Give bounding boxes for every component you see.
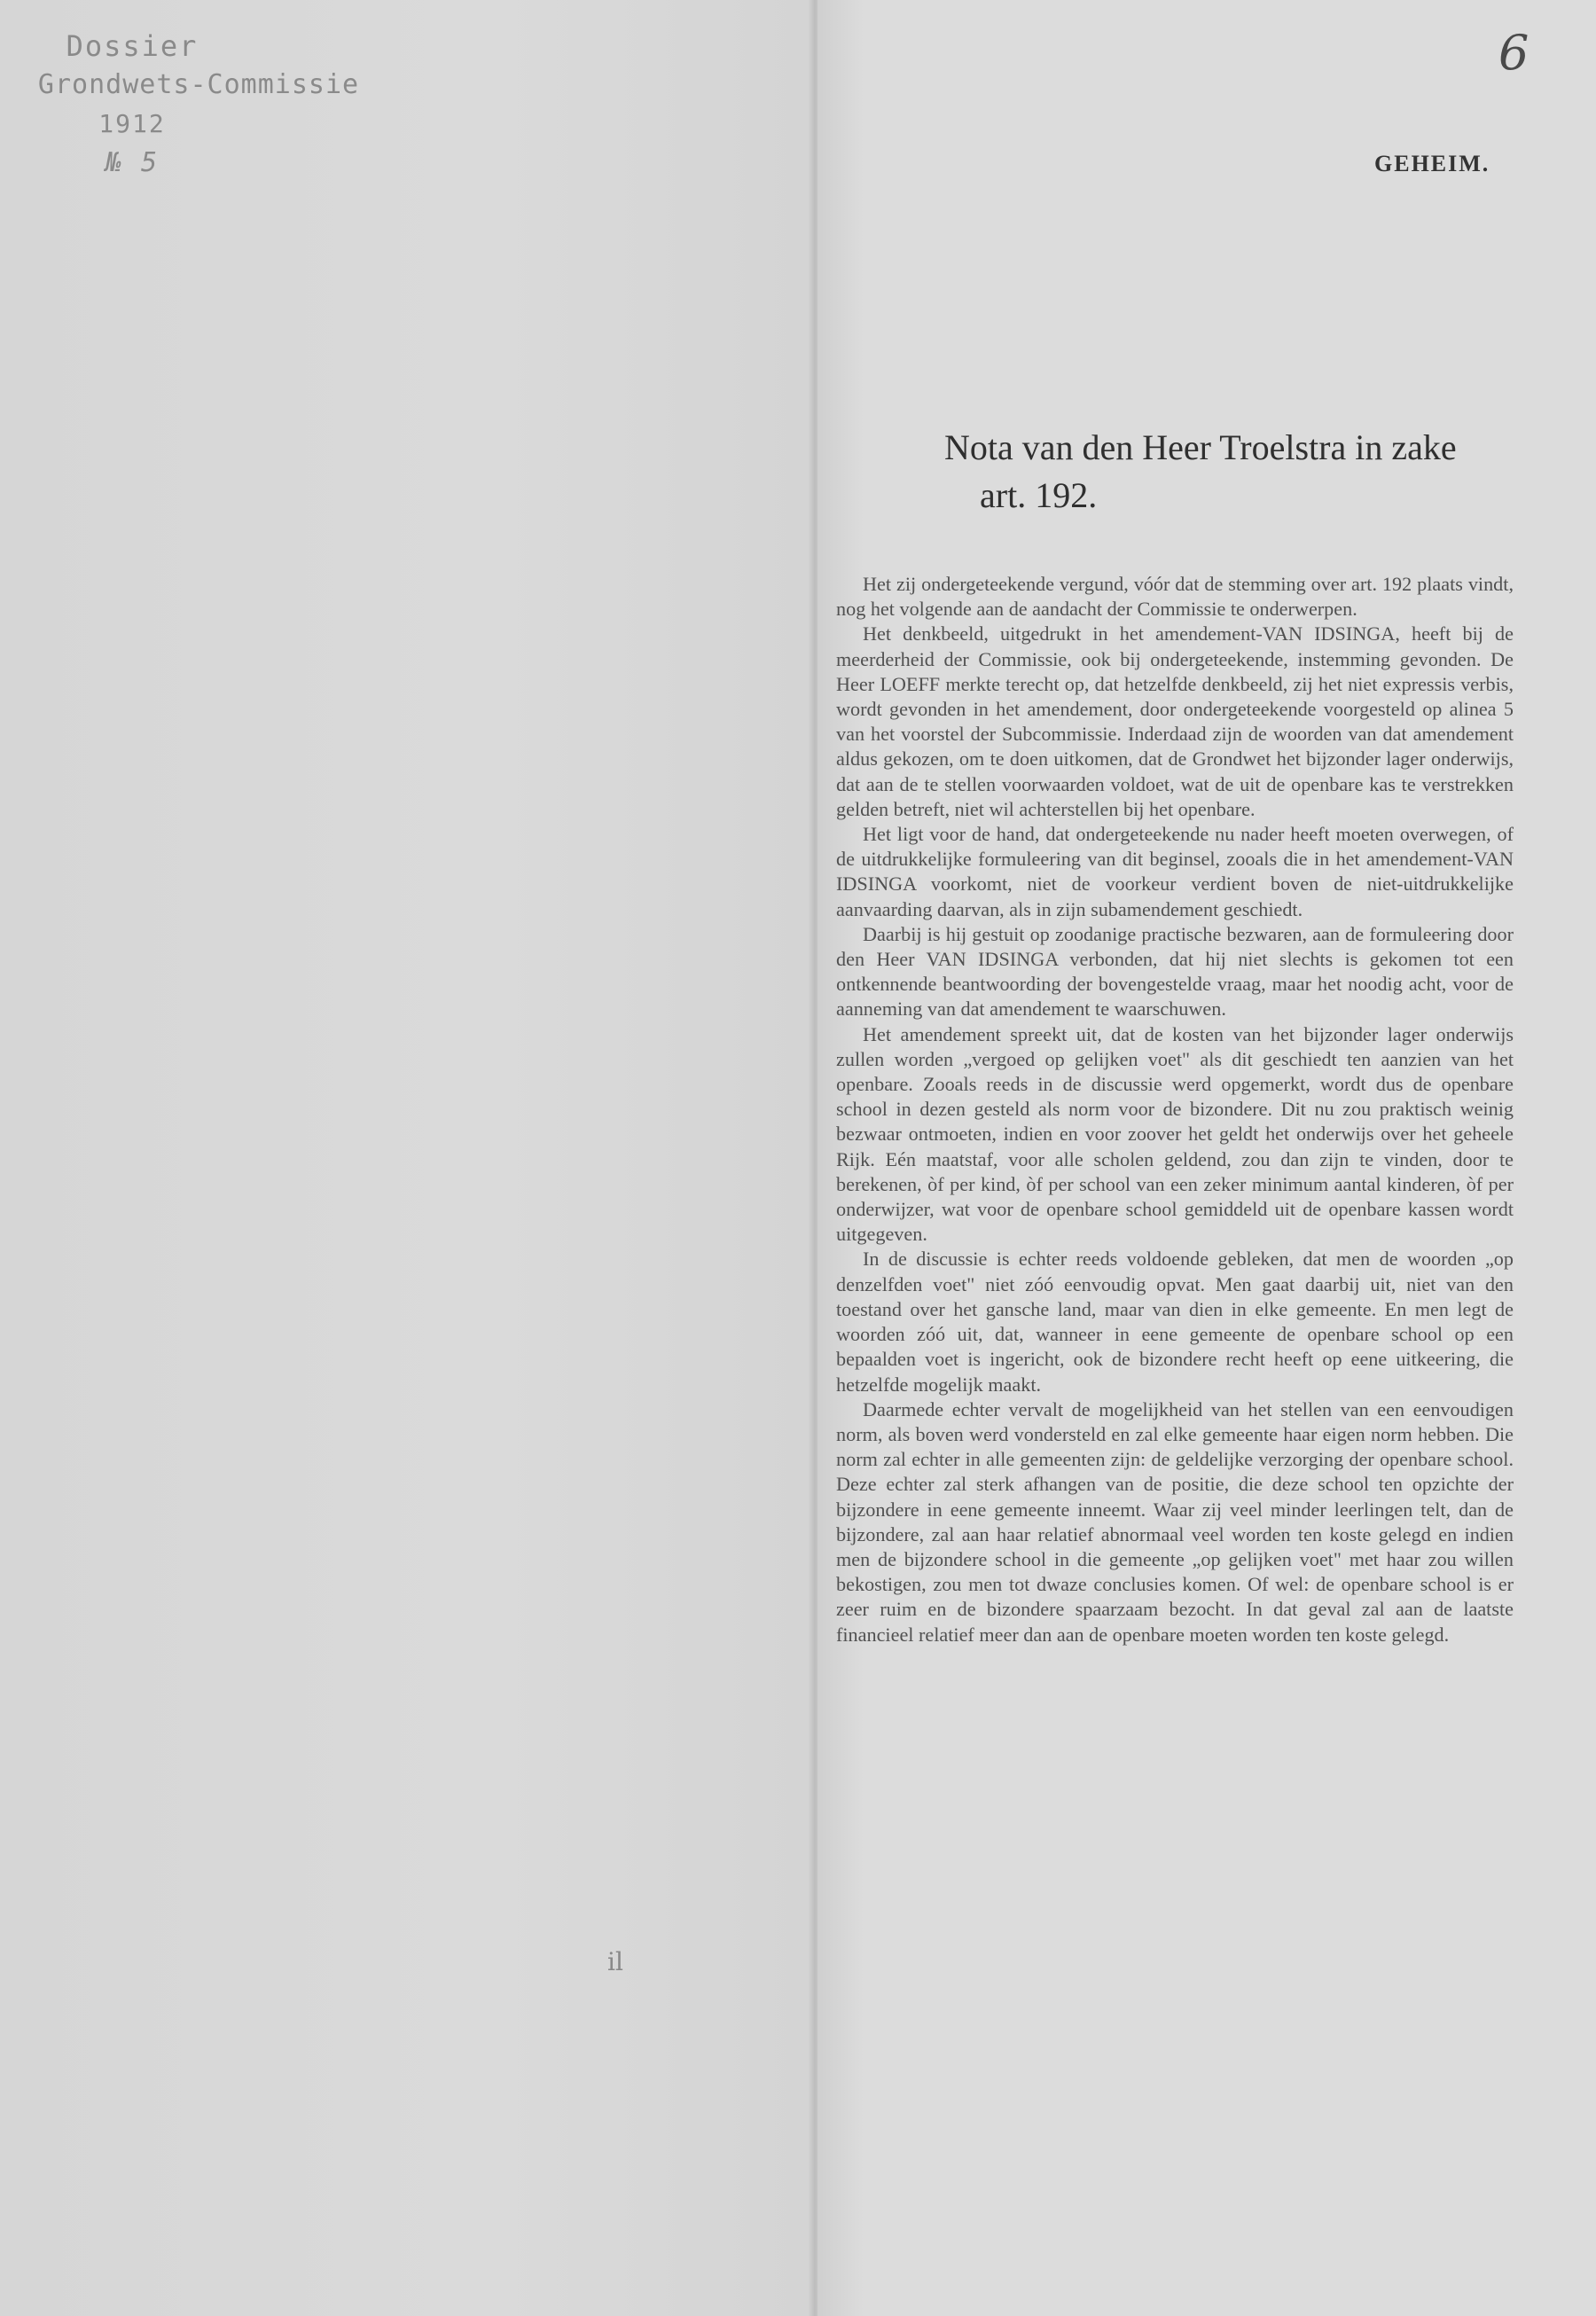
stamp-line-number: № 5 <box>105 147 160 178</box>
title-line-2: art. 192. <box>980 475 1098 515</box>
stamp-line-commission: Grondwets-Commissie <box>37 69 360 100</box>
paragraph-1: Het zij ondergeteekende vergund, vóór dat de stemming over art. 192 plaats vindt, nog het volgende aan de aandacht der Commissie te onderwerpen. <box>836 573 1514 621</box>
paragraph-7: Daarmede echter vervalt de mogelijkheid van het stellen van een eenvoudigen norm, als boven werd vondersteld en zal elke gemeente haar eigen norm hebben. Die norm zal echter in alle gemeenten zijn: de geldelijke verzorging der openbare school. Deze echter zal sterk afhangen van de positie, die deze school ten opzichte der bijzondere in eene gemeente inneemt. Waar zij veel minder leerlingen telt, dan de bijzondere, zal aan haar relatief abnormaal veel worden ten koste gelegd en indien men de bijzondere school in die gemeente „op gelijken voet" met haar zou willen bekostigen, zou men tot dwaze conclusies komen. Of wel: de openbare school is er zeer ruim en de bizondere spaarzaam bezocht. In dat geval zal aan de laatste financieel relatief meer dan aan de openbare moeten worden ten koste gelegd. <box>836 1397 1514 1646</box>
paragraph-4: Daarbij is hij gestuit op zoodanige practische bezwaren, aan de formuleering door den Heer VAN IDSINGA verbonden, dat hij niet slechts is gekomen tot een ontkennende beantwoording der bovengestelde vraag, maar het noodig acht, voor de aanneming van dat amendement te waarschuwen. <box>836 922 1514 1021</box>
archive-stamp <box>21 27 376 183</box>
document-title <box>944 424 1512 520</box>
stamp-line-dossier: Dossier <box>66 29 199 63</box>
classification-label: GEHEIM. <box>1374 151 1490 176</box>
margin-pencil-note: il <box>607 1947 623 1976</box>
paragraph-2: Het denkbeeld, uitgedrukt in het amendement-VAN IDSINGA, heeft bij de meerderheid der Commissie, ook bij ondergeteekende, instemming gevonden. De Heer LOEFF merkte terecht op, dat hetzelfde denkbeeld, zij het niet expressis verbis, wordt gevonden in het amendement, door ondergeteekende voorgesteld op alinea 5 van het voorstel der Subcommissie. Inderdaad zijn de woorden van dat amendement aldus gekozen, om te doen uitkomen, dat de Grondwet het bijzonder lager onderwijs, dat aan de te stellen voorwaarden voldoet, wat de uit de openbare kas te verstrekken gelden betreft, niet wil achterstellen bij het openbare. <box>836 622 1514 820</box>
paragraph-5: Het amendement spreekt uit, dat de kosten van het bijzonder lager onderwijs zullen worden „vergoed op gelijken voet" als dit geschiedt ten aanzien van het openbare. Zooals reeds in de discussie werd opgemerkt, wordt dus de openbare school in dezen gesteld als norm voor de bizondere. Dit nu zou praktisch weinig bezwaar ontmoeten, indien en voor zoover het geldt het onderwijs over het geheele Rijk. Eén maatstaf, voor alle scholen geldend, zou dan zijn te vinden, door te berekenen, òf per kind, òf per school van een zeker minimum aantal kinderen, òf per onderwijzer, wat voor de openbare school gemiddeld uit de openbare kassen wordt uitgegeven. <box>836 1022 1514 1246</box>
stamp-line-year: 1912 <box>98 109 166 138</box>
paragraph-6: In de discussie is echter reeds voldoende gebleken, dat men de woorden „op denzelfden voet" niet zóó eenvoudig opvat. Men gaat daarbij uit, niet van den toestand over het gansche land, maar van dien in elke gemeente. En men legt de woorden zóó uit, dat, wanneer in eene gemeente de openbare school op een bepaalden voet is ingericht, ook de bizondere recht heeft op eene uitkeering, die hetzelfde mogelijk maakt. <box>836 1248 1514 1396</box>
page-number: 6 <box>1498 25 1530 81</box>
document-body <box>836 572 1514 1647</box>
paragraph-3: Het ligt voor de hand, dat ondergeteekende nu nader heeft moeten overwegen, of de uitdrukkelijke formuleering van dit beginsel, zooals die in het amendement-VAN IDSINGA voorkomt, niet de voorkeur verdient boven de niet-uitdrukkelijke aanvaarding daarvan, als in zijn subamendement geschiedt. <box>836 823 1514 920</box>
title-line-1: Nota van den Heer Troelstra in zake <box>944 427 1457 467</box>
